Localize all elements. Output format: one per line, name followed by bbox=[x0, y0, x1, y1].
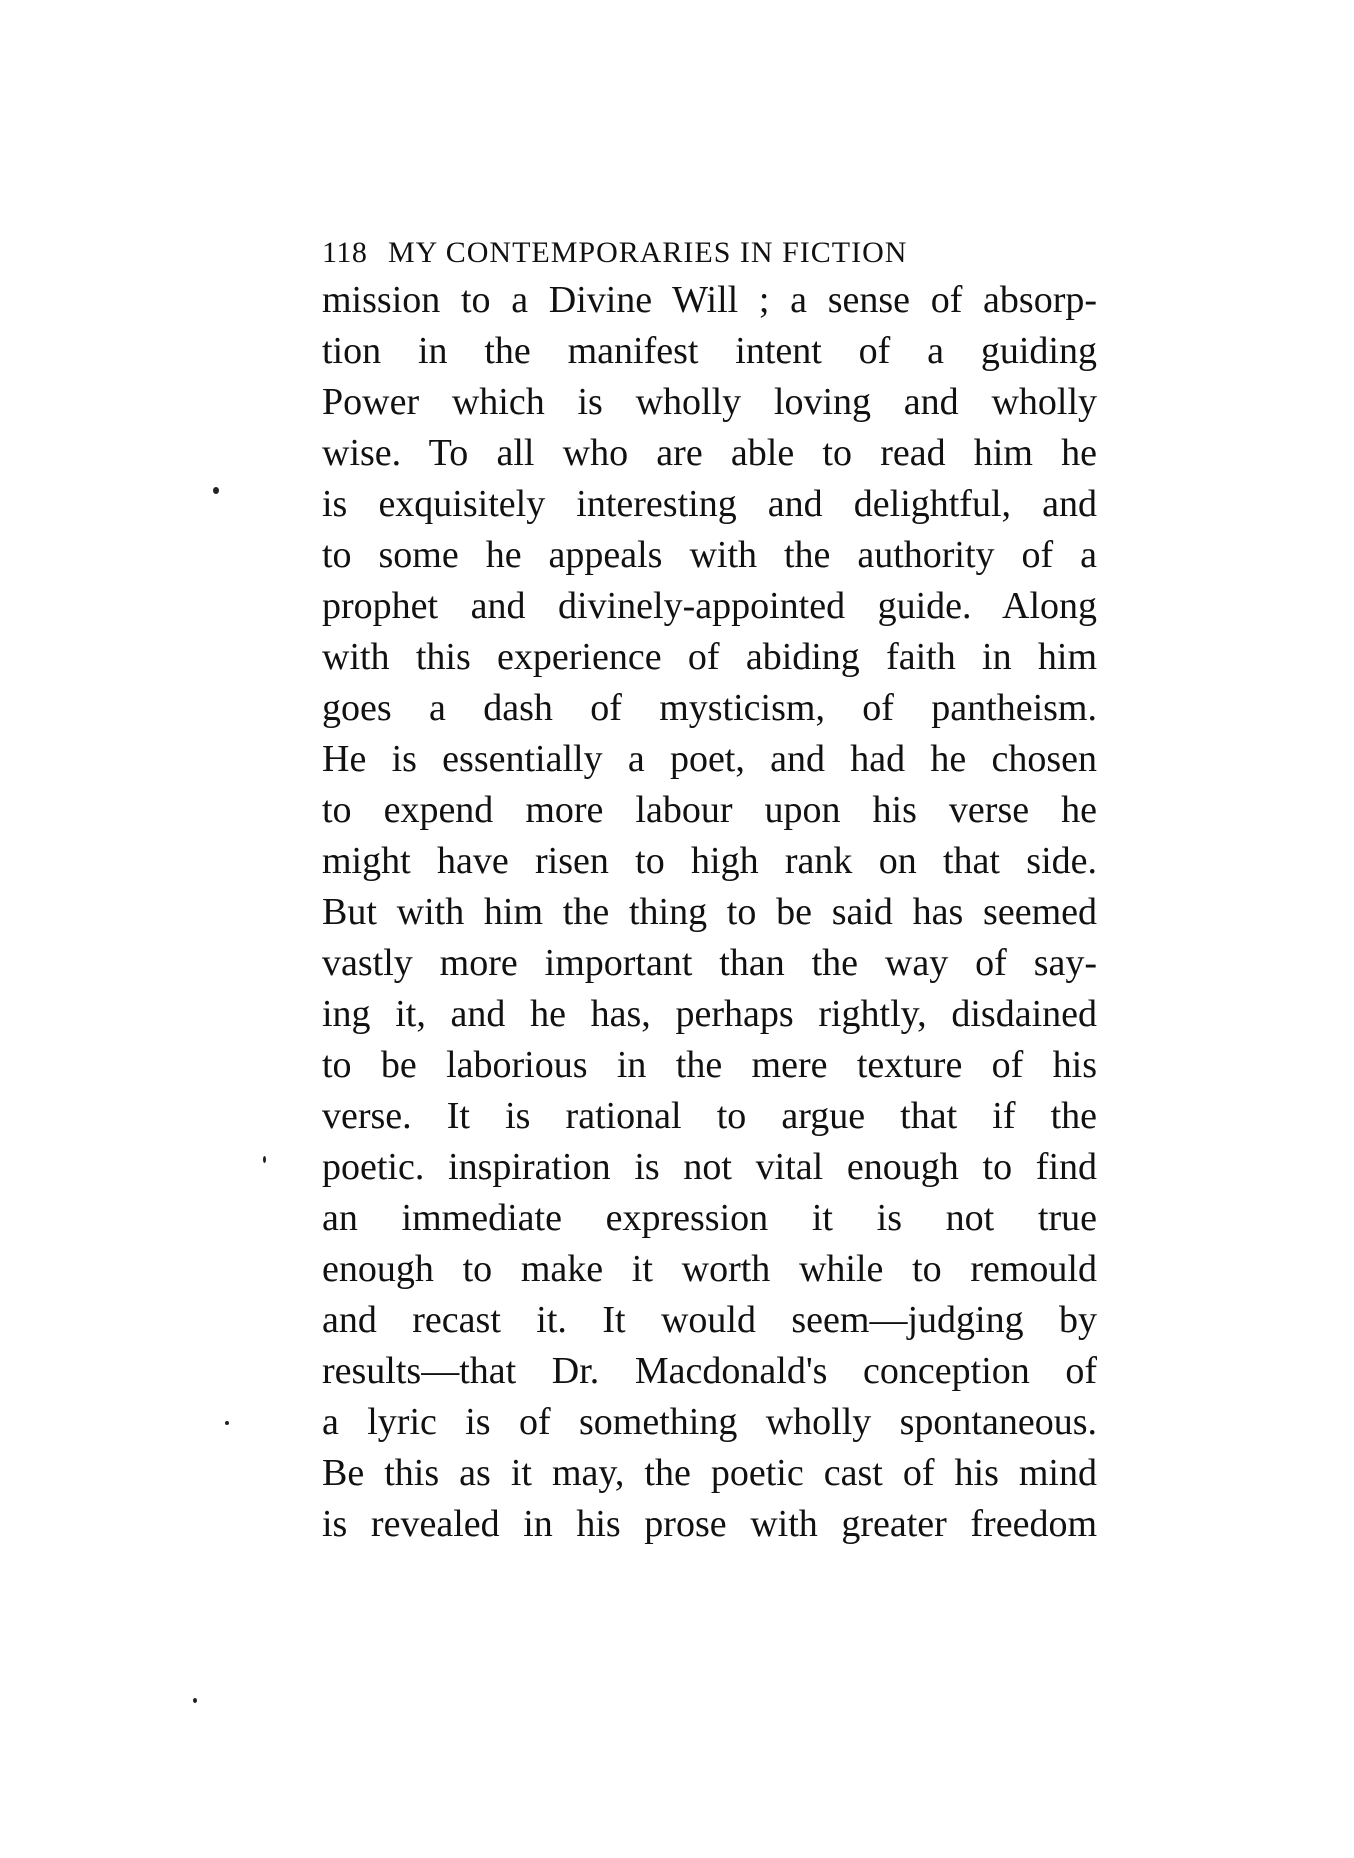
scan-speck bbox=[225, 1421, 229, 1425]
page-number: 118 bbox=[322, 236, 368, 269]
text-line: goes a dash of mysticism, of pantheism. bbox=[322, 687, 1097, 729]
text-line: a lyric is of something wholly spontaneous. bbox=[322, 1401, 1097, 1443]
text-line: to some he appeals with the authority of a bbox=[322, 534, 1097, 576]
text-line: results—that Dr. Macdonald's conception of bbox=[322, 1350, 1097, 1392]
running-title: MY CONTEMPORARIES IN FICTION bbox=[388, 236, 908, 269]
text-line: poetic. inspiration is not vital enough to find bbox=[322, 1146, 1097, 1188]
text-line: might have risen to high rank on that side. bbox=[322, 840, 1097, 882]
text-line: to be laborious in the mere texture of his bbox=[322, 1044, 1097, 1086]
text-line: Power which is wholly loving and wholly bbox=[322, 381, 1097, 423]
text-line: He is essentially a poet, and had he chosen bbox=[322, 738, 1097, 780]
text-line: is revealed in his prose with greater freedom bbox=[322, 1503, 1097, 1545]
body-text bbox=[322, 275, 1097, 1550]
text-line: ing it, and he has, perhaps rightly, disdained bbox=[322, 993, 1097, 1035]
text-line: enough to make it worth while to remould bbox=[322, 1248, 1097, 1290]
text-line: mission to a Divine Will ; a sense of absorp- bbox=[322, 279, 1097, 321]
text-line: an immediate expression it is not true bbox=[322, 1197, 1097, 1239]
scan-speck bbox=[213, 487, 219, 494]
text-line: Be this as it may, the poetic cast of his mind bbox=[322, 1452, 1097, 1494]
scan-speck bbox=[193, 1698, 197, 1703]
text-line: verse. It is rational to argue that if the bbox=[322, 1095, 1097, 1137]
text-line: to expend more labour upon his verse he bbox=[322, 789, 1097, 831]
running-head bbox=[322, 236, 1092, 276]
text-line: tion in the manifest intent of a guiding bbox=[322, 330, 1097, 372]
text-line: wise. To all who are able to read him he bbox=[322, 432, 1097, 474]
text-line: is exquisitely interesting and delightful, and bbox=[322, 483, 1097, 525]
text-line: and recast it. It would seem—judging by bbox=[322, 1299, 1097, 1341]
text-line: prophet and divinely-appointed guide. Along bbox=[322, 585, 1097, 627]
text-line: vastly more important than the way of say- bbox=[322, 942, 1097, 984]
text-line: with this experience of abiding faith in him bbox=[322, 636, 1097, 678]
text-line: But with him the thing to be said has seemed bbox=[322, 891, 1097, 933]
scan-speck bbox=[263, 1156, 266, 1163]
